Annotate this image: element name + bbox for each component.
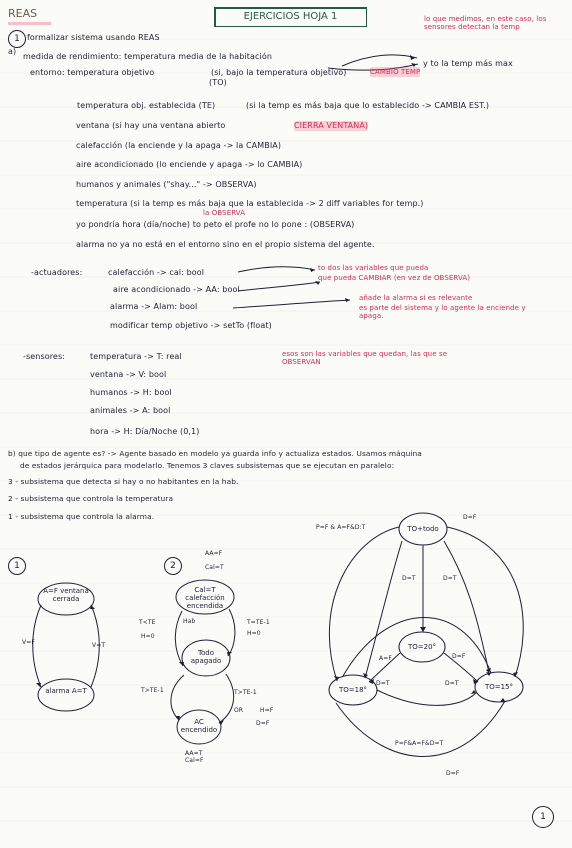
diagram2-label-5: H=0 xyxy=(141,633,155,640)
cambio-temp-note: CAMBIO TEMP xyxy=(370,68,421,76)
diagram1-state-1: A=F ventana cerrada xyxy=(43,587,89,603)
calefaccion-line: calefacción (la enciende y la apaga -> la CAMBIA) xyxy=(76,141,282,150)
diagram2-label-8: T>TE-1 xyxy=(141,687,164,694)
diagram3-state-1: TO+todo xyxy=(407,525,439,533)
diagram1-label-2: V=T xyxy=(92,642,106,649)
diagram2-label-9: T>TE-1 xyxy=(234,689,257,696)
aire-line: aire acondicionado (lo enciende y apaga -> lo CAMBIA) xyxy=(76,160,303,169)
diagram3-state-3: TO=18° xyxy=(338,686,368,694)
diagram3-label-4: D=T xyxy=(443,575,457,582)
actuator-note-3: añade la alarma si es relevante xyxy=(359,294,473,302)
diagram2-label-11: H=F xyxy=(260,707,274,714)
section-a-label: a) xyxy=(8,47,17,56)
observa-small-note: la OBSERVA xyxy=(203,209,246,217)
hora-line: yo pondría hora (día/noche) to peto el profe no lo pone : (OBSERVA) xyxy=(76,220,355,229)
diagram3-label-8: D=T xyxy=(445,680,459,687)
diagram2-label-13: AA=T Cal=F xyxy=(185,750,204,764)
sensors-note: esos son las variables que quedan, las que se OBSERVAN xyxy=(282,350,448,366)
diagram3-label-1: P=F & A=F&D:T xyxy=(316,524,366,531)
course-tag: REAS xyxy=(8,7,38,20)
diagram3-label-3: D=T xyxy=(402,575,416,582)
diagram1-label-1: V=F xyxy=(22,639,35,646)
actuator-note-4: es parte del sistema y lo agente la enciende y apaga. xyxy=(359,304,526,320)
page-title: EJERCICIOS HOJA 1 xyxy=(214,7,367,27)
diagram3-label-10: D=F xyxy=(446,770,460,777)
diagram2-label-6: T=TE-1 xyxy=(247,619,270,626)
sensor-2: ventana -> V: bool xyxy=(90,370,167,379)
actuator-4: modificar temp objetivo -> setTo (float) xyxy=(110,321,272,330)
diagram-number-2: 2 xyxy=(164,557,182,575)
section-b-line-3: 3 - subsistema que detecta si hay o no habitantes en la hab. xyxy=(8,477,239,486)
diagram3-label-7: D=T xyxy=(376,680,390,687)
diagram3-label-6: D=F xyxy=(452,653,466,660)
to-label: (TO) xyxy=(209,78,227,87)
section-b-line-1: b) que tipo de agente es? -> Agente basado en modelo ya guarda info y actualiza estados. Usamos máquina xyxy=(8,449,422,458)
actuator-3: alarma -> Alam: bool xyxy=(110,302,198,311)
actuators-label: -actuadores: xyxy=(31,268,83,277)
sensors-label: -sensores: xyxy=(23,352,66,361)
diagram2-label-10: OR xyxy=(234,707,244,714)
diagram2-label-7: H=0 xyxy=(247,630,261,637)
diagram3-state-4: TO=15° xyxy=(484,683,514,691)
sensor-4: animales -> A: bool xyxy=(90,406,171,415)
diagram3-label-9: P=F&A=F&D=T xyxy=(395,740,444,747)
cierra-ventana-note: CIERRA VENTANA) xyxy=(294,121,369,130)
te-line: temperatura obj. establecida (TE) xyxy=(77,101,216,110)
alarma-line: alarma no ya no está en el entorno sino en el propio sistema del agente. xyxy=(76,240,375,249)
actuator-1: calefacción -> cal: bool xyxy=(108,268,205,277)
sensor-3: humanos -> H: bool xyxy=(90,388,172,397)
section-number-1: 1 xyxy=(8,30,26,48)
right-note: y to la temp más max xyxy=(423,59,513,68)
actuator-2: aire acondicionado -> AA: bool xyxy=(113,285,240,294)
top-note: lo que medimos, en este caso, los sensores detectan la temp xyxy=(424,15,547,31)
diagram3-label-2: D=F xyxy=(463,514,477,521)
actuator-note-1: to dos las variables que pueda xyxy=(318,264,429,272)
actuator-note-2: que pueda CAMBIAR (en vez de OBSERVA) xyxy=(318,274,471,282)
diagram2-label-2: Cal=T xyxy=(205,564,224,571)
entorno-note: (si, bajo la temperatura objetivo) xyxy=(211,68,347,77)
page-number: 1 xyxy=(532,806,554,828)
diagram1-state-2: alarma A=T xyxy=(45,687,87,695)
diagram2-state-1: Cal=T calefacción encendida xyxy=(185,586,225,610)
te-note: (si la temp es más baja que lo establecido -> CAMBIA EST.) xyxy=(246,101,490,110)
diagram2-state-2: Todo apagado xyxy=(190,649,222,665)
entorno-line: entorno: temperatura objetivo xyxy=(30,68,155,77)
ventana-line: ventana (si hay una ventana abierto xyxy=(76,121,226,130)
diagram3-label-5: A=F xyxy=(379,655,392,662)
diagram2-label-1: AA=F xyxy=(205,550,223,557)
section-b-line-5: 1 - subsistema que controla la alarma. xyxy=(8,512,155,521)
section-b-line-2: de estados jerárquica para modelarlo. Tenemos 3 claves subsistemas que se ejecutan en paralelo: xyxy=(20,461,395,470)
diagram3-state-2: TO=20° xyxy=(407,643,437,651)
diagram2-label-3: T<TE xyxy=(139,619,156,626)
humanos-line: humanos y animales ("shay..." -> OBSERVA) xyxy=(76,180,257,189)
rendimiento-line: medida de rendimiento: temperatura media de la habitación xyxy=(23,52,273,61)
sensor-5: hora -> H: Día/Noche (0,1) xyxy=(90,427,200,436)
diagram-number-1: 1 xyxy=(8,557,26,575)
temperatura-line: temperatura (si la temp es más baja que la establecida -> 2 diff variables for temp.) xyxy=(76,199,424,208)
diagram2-state-3: AC encendido xyxy=(180,718,218,734)
sensor-1: temperatura -> T: real xyxy=(90,352,182,361)
diagram2-label-12: D=F xyxy=(256,720,270,727)
section-b-line-4: 2 - subsistema que controla la temperatura xyxy=(8,494,174,503)
section1-title: formalizar sistema usando REAS xyxy=(27,33,160,42)
diagram2-label-4: Hab xyxy=(183,618,196,625)
tag-highlight xyxy=(8,22,51,25)
